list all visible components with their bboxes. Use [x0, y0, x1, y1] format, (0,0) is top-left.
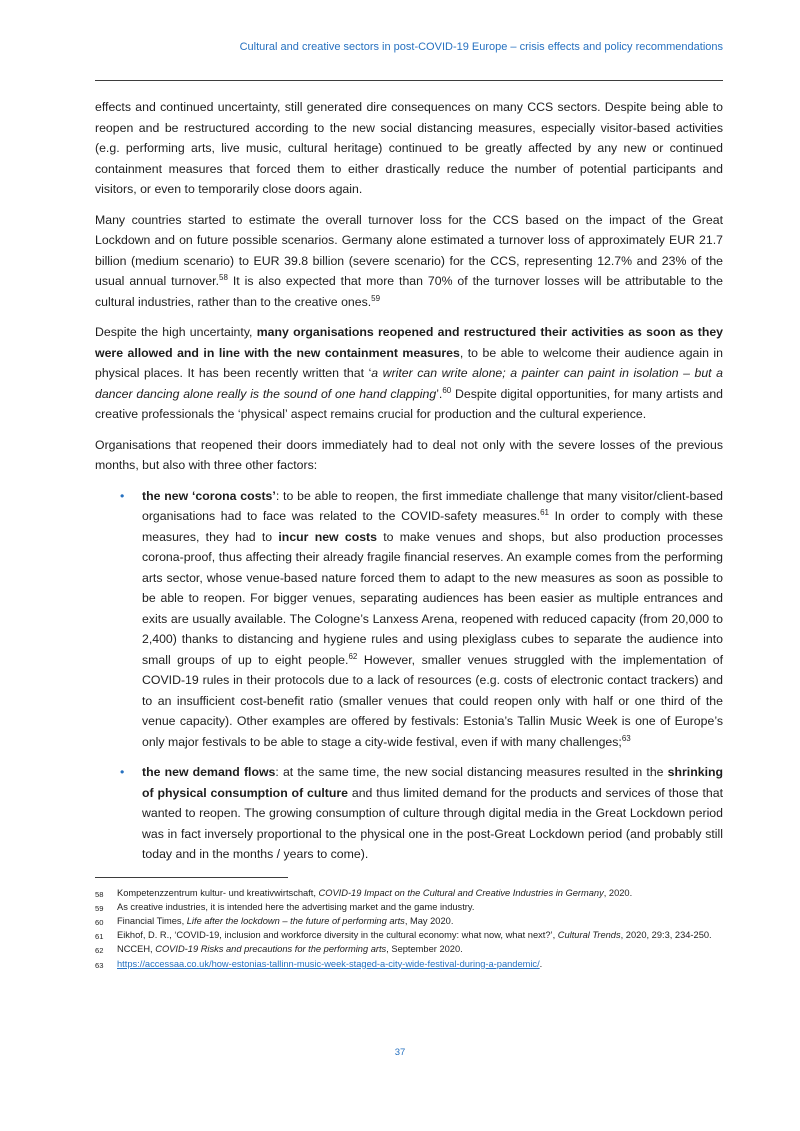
text-run: Kompetenzzentrum kultur- und kreativwirtschaft, — [117, 887, 319, 898]
footnote-number: 58 — [95, 889, 104, 899]
footnote-ref: 58 — [219, 272, 228, 282]
footnote-ref: 59 — [371, 293, 381, 303]
footnote-text — [117, 901, 723, 915]
bullet-text — [142, 762, 723, 865]
footnotes-section — [95, 887, 723, 972]
text-run: effects and continued uncertainty, still generated dire consequences on many CCS sectors. Despite being able to reopen and be restructured according to the new social distancing measures, especially visitor-based activities (e.g. performing arts, live music, cultural heritage) continued to be greatly affected by any new or continued containment measures that forced them to either drastically reduce the number of potential participants and visitors, or even to temporarily close doors again. — [95, 100, 723, 196]
footnote-ref: 63 — [621, 733, 631, 743]
footnote-text — [117, 958, 723, 972]
footnote — [95, 901, 723, 915]
text-run: , May 2020. — [404, 915, 454, 926]
footnote-number: 62 — [95, 946, 104, 956]
header-title: Cultural and creative sectors in post-COVID-19 Europe – crisis effects and policy recommendations — [239, 41, 723, 53]
footnote — [95, 943, 723, 957]
footnote-text — [117, 943, 723, 957]
bold-text: the new demand flows — [142, 765, 276, 779]
text-run: , September 2020. — [386, 944, 463, 955]
text-run: and thus limited demand for the products and services of those that wanted to reopen. The growing consumption of culture through digital media in the Great Lockdown period was in fact inversely proportional to the physical one in the post-Great Lockdown period (and probably still today and in the months / years to come). — [142, 785, 723, 861]
bold-text: shrinking of physical consumption of culture — [142, 765, 724, 800]
paragraph — [95, 210, 723, 313]
footnote-number: 61 — [95, 932, 104, 942]
paragraph — [95, 322, 723, 425]
italic-text: COVID-19 Risks and precautions for the performing arts — [155, 944, 387, 955]
text-run: , to be able to welcome their audience again in physical places. It has been recently written that ‘ — [95, 345, 724, 380]
bold-text: incur new costs — [278, 529, 377, 544]
bullet-item — [95, 762, 723, 865]
text-run: , 2020. — [603, 887, 633, 898]
footnote-text — [117, 887, 723, 901]
text-run: In order to comply with these measures, they had to — [142, 509, 723, 544]
page-header — [95, 40, 723, 81]
bold-text: the new ‘corona costs’ — [142, 488, 276, 503]
footnote-number: 63 — [95, 960, 104, 970]
document-content — [95, 97, 723, 865]
text-run: Eikhof, D. R., ‘COVID-19, inclusion and workforce diversity in the cultural economy: what now, what next?’, — [117, 930, 558, 941]
bullet-text — [142, 486, 723, 753]
text-run: ’. — [436, 386, 443, 401]
text-run: Despite digital opportunities, for many artists and creative professionals the ‘physical’ aspect remains crucial for production and the cultural experience. — [95, 386, 723, 421]
footnote-ref: 62 — [348, 651, 358, 661]
text-run: Many countries started to estimate the overall turnover loss for the CCS based on the impact of the Great Lockdown and on future possible scenarios. Germany alone estimated a turnover loss of approximately EUR 21.7 billion (medium scenario) to EUR 39.8 billion (severe scenario) for the CCS, representing 12.7% and 23% of the usual annual turnover. — [95, 212, 723, 288]
footnote-text — [117, 929, 723, 943]
text-run: Despite the high uncertainty, — [95, 325, 257, 339]
bullet-item — [95, 486, 723, 753]
italic-text: COVID-19 Impact on the Cultural and Creative Industries in Germany — [318, 887, 604, 898]
footnote — [95, 887, 723, 901]
text-run: It is also expected that more than 70% of the turnover losses will be attributable to the cultural industries, rather than to the creative ones. — [95, 274, 724, 309]
footnote — [95, 929, 723, 943]
text-run: Organisations that reopened their doors immediately had to deal not only with the severe losses of the previous months, but also with three other factors: — [95, 437, 723, 472]
footnote-separator — [95, 877, 288, 878]
bold-text: many organisations reopened and restructured their activities as soon as they were allowed and in line with the new containment measures — [95, 325, 724, 360]
footnote-text — [117, 915, 723, 929]
text-run: As creative industries, it is intended here the advertising market and the game industry. — [117, 901, 475, 912]
footnote — [95, 958, 723, 972]
header-rule — [95, 80, 723, 81]
bullet-icon: • — [120, 765, 125, 779]
bullet-icon: • — [120, 488, 125, 503]
text-run: : to be able to reopen, the first immediate challenge that many visitor/client-based organisations had to face was related to the COVID-safety measures. — [142, 488, 723, 523]
page-number: 37 — [394, 1047, 406, 1058]
footnote-number: 59 — [95, 903, 104, 913]
text-run: to make venues and shops, but also production processes corona-proof, thus affecting their already fragile financial reserves. An example comes from the performing arts sector, whose venue-based nature forced them to adapt to the new measures as soon as possible to be able to reopen. For bigger venues, separating audiences has been easier as multiple entrances and exits are usually available. The Cologne’s Lanxess Arena, reopened with reduced capacity (from 20,000 to 2,400) thanks to distancing and hygiene rules and using plexiglass cubes to separate the audience into small groups of up to eight people. — [142, 529, 723, 667]
text-run: : at the same time, the new social distancing measures resulted in the — [275, 765, 668, 779]
text-run: NCCEH, — [117, 944, 156, 955]
paragraph — [95, 435, 723, 476]
text-run: However, smaller venues struggled with the implementation of COVID-19 rules in their protocols due to a lack of resources (e.g. costs of electronic contact trackers) and to an insufficient cost-benefit ratio (smaller venues that could reopen only with half or one third of the venue capacity). Other examples are offered by festivals: Estonia’s Tallin Music Week is one of Europe’s only major festivals to be able to stage a city-wide festival, even if with many challenges; — [142, 652, 723, 749]
italic-text: Life after the lockdown – the future of performing arts — [186, 915, 405, 926]
text-run: Financial Times, — [117, 915, 187, 926]
paragraph — [95, 97, 723, 200]
text-run: . — [539, 958, 543, 969]
footnote-ref: 61 — [540, 507, 549, 517]
footnote-link[interactable]: https://accessaa.co.uk/how-estonias-tallinn-music-week-staged-a-city-wide-festival-during-a-pandemic/ — [117, 958, 540, 969]
footnote-ref: 60 — [442, 385, 452, 395]
italic-text: a writer can write alone; a painter can paint in isolation – but a dancer dancing alone really is the sound of one hand clapping — [95, 366, 723, 401]
italic-text: Cultural Trends — [557, 930, 621, 941]
text-run: , 2020, 29:3, 234-250. — [620, 930, 712, 941]
footnote — [95, 915, 723, 929]
footnote-number: 60 — [95, 917, 104, 927]
